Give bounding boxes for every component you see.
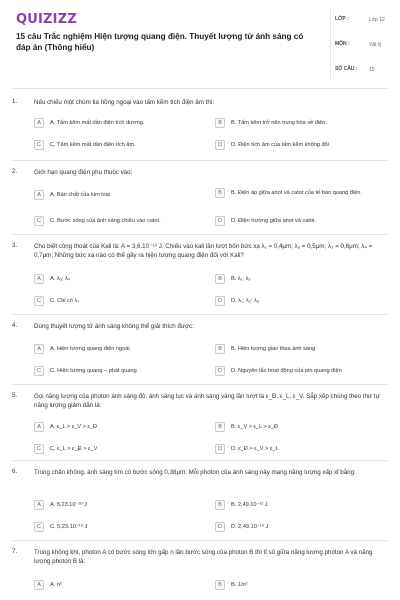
question-text: Cho biết công thoát của Kali là: A = 3,6.10⁻¹⁹ J. Chiếu vào kali lần lượt bốn bức xạ λ₁ = 0,4μm; λ₂ = 0,5μm; λ₃ = 0,6μm; λ₄ = 0,7μm; Những bức xạ nào có thể gây ra hiện tượng quang điện đối với Kali?: [34, 243, 373, 259]
divider: [12, 540, 388, 541]
question-number: 6.: [12, 468, 18, 475]
question-text: Giới hạn quang điện phụ thuộc vào:: [34, 169, 133, 176]
option-letter: C: [34, 366, 44, 376]
option-letter: B: [215, 580, 225, 590]
option-letter: D: [215, 296, 225, 306]
option-text: D. λ₁; λ₂; λ₃: [231, 298, 260, 304]
question-number: 5.: [12, 392, 18, 399]
page-title: 15 câu Trắc nghiệm Hiện tượng quang điện. Thuyết lượng tử ánh sáng có đáp án (Thông hiểu): [16, 32, 304, 52]
option-text: D. 2,49.10⁻¹⁹ J: [231, 524, 269, 530]
option-letter: B: [215, 344, 225, 354]
option-text: B. 1/n²: [231, 582, 248, 588]
option-text: C. Bước sóng của ánh sáng chiếu vào catot.: [50, 218, 161, 224]
option-letter: C: [34, 296, 44, 306]
option-letter: A: [34, 500, 44, 510]
worksheet-header: [0, 0, 400, 86]
option-text: A. Bản chất của kim loại: [50, 192, 111, 198]
option-letter: A: [34, 422, 44, 432]
class-value: Lớp 12: [369, 17, 385, 23]
option-text: A. 5,23.10⁻²⁰ J: [50, 502, 87, 508]
divider: [12, 88, 388, 89]
question-number: 1.: [12, 98, 18, 105]
option-text: D. Nguyên tắc hoạt động của pin quang điện: [231, 368, 342, 374]
option-letter: D: [215, 522, 225, 532]
option-text: B. Tấm kẽm trở nên trung hòa về điện.: [231, 120, 327, 126]
option-letter: A: [34, 580, 44, 590]
option-text: A. ε_L > ε_V > ε_Đ: [50, 424, 98, 430]
option-letter: D: [215, 216, 225, 226]
question-text: Dùng thuyết lượng tử ánh sáng không thể giải thích được:: [34, 323, 194, 330]
count-value: 15: [369, 67, 375, 73]
option-letter: C: [34, 140, 44, 150]
question-number: 4.: [12, 322, 18, 329]
divider: [12, 160, 388, 161]
divider: [12, 314, 388, 315]
option-letter: B: [215, 118, 225, 128]
option-text: D. Điện tích âm của tấm kẽm không đổi: [231, 142, 329, 148]
option-text: D. ε_Đ > ε_V > ε_L: [231, 446, 279, 452]
option-text: C. ε_L > ε_Đ > ε_V: [50, 446, 98, 452]
class-label: LỚP :: [335, 16, 349, 22]
divider: [12, 234, 388, 235]
subject-value: Vật lý: [369, 42, 382, 48]
question-text: Trong chân không, ánh sáng tím có bước sóng 0,38μm. Mỗi photon của ánh sáng này mang năng lượng xấp xỉ bằng:: [34, 469, 356, 476]
option-text: C. Hiện tượng quang – phát quang: [50, 368, 137, 374]
question-number: 7.: [12, 548, 18, 555]
question-text: Nếu chiếu một chùm tia hồng ngoại vào tấm kẽm tích điện âm thì:: [34, 99, 215, 106]
option-letter: C: [34, 522, 44, 532]
option-text: C. 5,23.10⁻¹⁹ J: [50, 524, 88, 530]
option-text: C. Tấm kẽm mất dần điện tích âm.: [50, 142, 136, 148]
option-letter: A: [34, 274, 44, 284]
divider: [12, 384, 388, 385]
option-letter: C: [34, 444, 44, 454]
option-text: A. n²: [50, 582, 62, 588]
option-text: B. 2,49.10⁻³¹ J: [231, 502, 268, 508]
option-letter: B: [215, 500, 225, 510]
option-letter: B: [215, 274, 225, 284]
option-text: B. Điện áp giữa anot và catot của tế bào quang điện.: [231, 190, 362, 196]
quizizz-logo: QUIZIZZ: [16, 12, 77, 27]
option-letter: A: [34, 118, 44, 128]
question-text: Gọi năng lượng của photon ánh sáng đỏ, ánh sáng lục và ánh sáng vàng lần lượt là ε_Đ, ε_L, ε_V. Sắp xếp chúng theo thứ tự năng lượng giảm dần là:: [34, 393, 380, 409]
question-text: Trong không khí, photon A có bước sóng lớn gấp n lần bước sóng của photon B thì tỉ số giữa năng lượng photon A và năng lượng photon B là:: [34, 549, 373, 565]
option-letter: B: [215, 422, 225, 432]
question-number: 3.: [12, 242, 18, 249]
option-letter: C: [34, 216, 44, 226]
count-label: SỐ CÂU :: [335, 66, 358, 72]
option-text: B. Hiện tượng giao thoa ánh sáng: [231, 346, 316, 352]
option-text: A. Tấm kẽm mất dần điện tích dương.: [50, 120, 145, 126]
option-letter: A: [34, 190, 44, 200]
option-letter: D: [215, 140, 225, 150]
option-letter: A: [34, 344, 44, 354]
option-letter: B: [215, 188, 225, 198]
question-number: 2.: [12, 168, 18, 175]
option-text: C. Chỉ có λ₁: [50, 298, 80, 304]
option-text: D. Điện trường giữa anot và catot.: [231, 218, 317, 224]
meta-panel: [330, 8, 390, 80]
option-text: B. ε_V > ε_L > ε_Đ: [231, 424, 279, 430]
option-letter: D: [215, 444, 225, 454]
option-text: A. λ₃; λ₄: [50, 276, 71, 282]
option-text: B. λ₁; λ₂: [231, 276, 251, 282]
option-letter: D: [215, 366, 225, 376]
subject-label: MÔN :: [335, 41, 350, 47]
divider: [12, 460, 388, 461]
option-text: A. Hiện tượng quang điện ngoài: [50, 346, 130, 352]
